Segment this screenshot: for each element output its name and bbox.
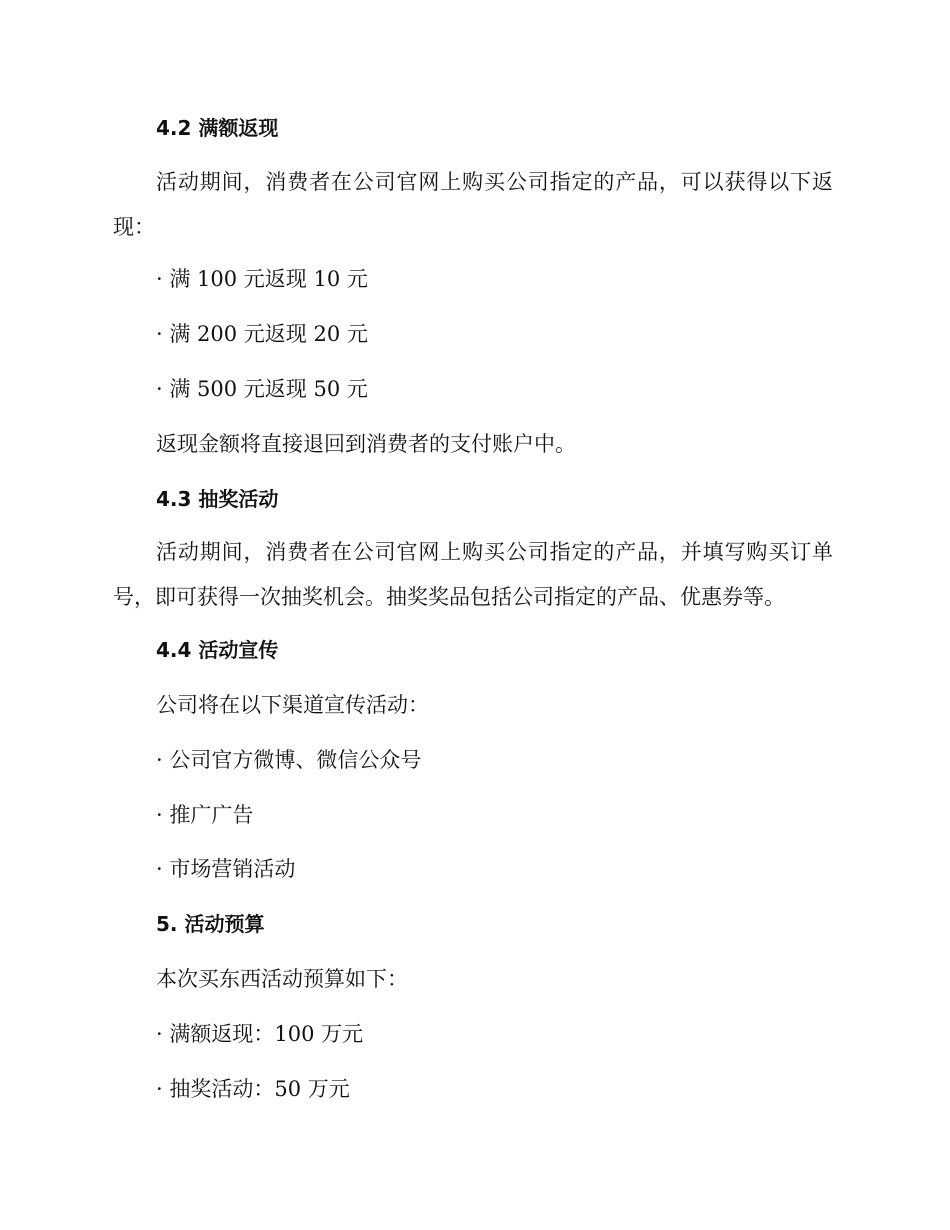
section-heading-5: 5. 活动预算	[156, 912, 265, 936]
paragraph-4-2-note: 返现金额将直接退回到消费者的支付账户中。	[156, 432, 576, 456]
paragraph-4-3-body: 活动期间，消费者在公司官网上购买公司指定的产品，并填写购买订单号，即可获得一次抽奖机会。抽奖奖品包括公司指定的产品、优惠券等。	[113, 540, 833, 609]
list-item-4-4-3: · 市场营销活动	[156, 857, 296, 881]
list-item-4-2-2: · 满 200 元返现 20 元	[156, 322, 368, 346]
section-heading-4-3: 4.3 抽奖活动	[156, 487, 279, 511]
list-item-4-4-1: · 公司官方微博、微信公众号	[156, 748, 422, 772]
paragraph-4-2-intro: 活动期间，消费者在公司官网上购买公司指定的产品，可以获得以下返现：	[113, 170, 833, 239]
section-heading-4-2: 4.2 满额返现	[156, 116, 279, 140]
list-item-4-2-1: · 满 100 元返现 10 元	[156, 267, 368, 291]
list-item-4-2-3: · 满 500 元返现 50 元	[156, 377, 368, 401]
list-item-4-4-2: · 推广广告	[156, 803, 254, 827]
paragraph-5-intro: 本次买东西活动预算如下：	[156, 967, 408, 991]
list-item-5-2: · 抽奖活动：50 万元	[156, 1077, 350, 1101]
paragraph-4-4-intro: 公司将在以下渠道宣传活动：	[156, 693, 429, 717]
list-item-5-1: · 满额返现：100 万元	[156, 1022, 364, 1046]
section-heading-4-4: 4.4 活动宣传	[156, 638, 279, 662]
